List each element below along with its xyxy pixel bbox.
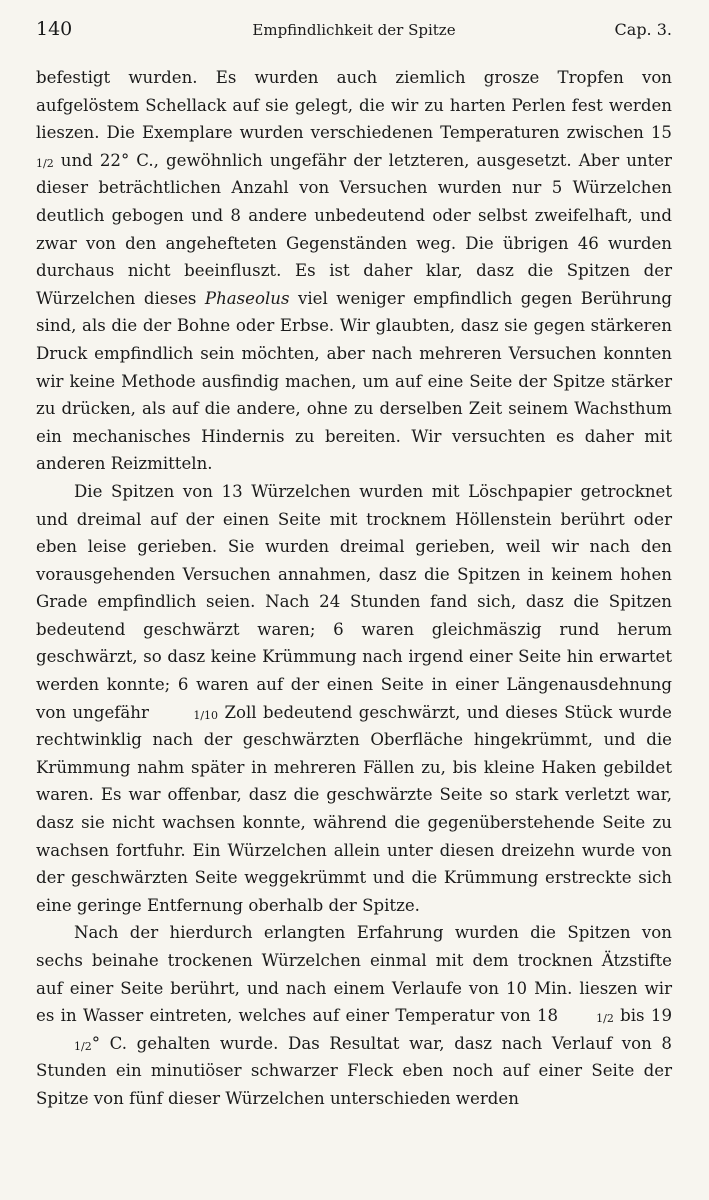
page-header xyxy=(36,18,672,48)
paragraph-3 xyxy=(36,919,672,1112)
fraction: 1/2 xyxy=(36,156,54,170)
paragraph-text: und 22° C., gewöhnlich ungefähr der letzteren, ausgesetzt. Aber unter dieser beträchtlichen Anzahl von Versuchen wurden nur 5 Würzelchen deutlich gebogen und 8 andere unbedeutend oder selbst zweifelhaft, und zwar von den angehefteten Gegenständen weg. Die übrigen 46 wurden durchaus nicht beeinfluszt. Es ist daher klar, dasz die Spitzen der Würzelchen dieses xyxy=(36,150,672,308)
paragraph-text: viel weniger empfindlich gegen Berührung sind, als die der Bohne oder Erbse. Wir glaubten, dasz sie gegen stärkeren Druck empfindlich sein möchten, aber nach mehreren Versuchen konnten wir keine Methode ausfindig machen, um auf eine Seite der Spitze stärker zu drücken, als auf die andere, ohne zu derselben Zeit seinem Wachsthum ein mechanisches Hindernis zu bereiten. Wir versuchten es daher mit anderen Reizmitteln. xyxy=(36,288,673,474)
chapter-label: Cap. 3. xyxy=(614,20,672,39)
paragraph-text: Nach der hierdurch erlangten Erfahrung wurden die Spitzen von sechs beinahe trockenen Würzelchen einmal mit dem trocknen Ätzstifte auf einer Seite berührt, und nach einem Verlaufe von 10 Min. lieszen wir es in Wasser eintreten, welches auf einer Temperatur von 18 xyxy=(36,923,672,1026)
paragraph-text: bis 19 xyxy=(613,1006,672,1026)
paragraph-text: ° C. gehalten wurde. Das Resultat war, dasz nach Verlauf von 8 Stunden ein minutiöser schwarzer Fleck eben noch auf einer Seite der Spitze von fünf dieser Würzelchen unterschieden werden xyxy=(36,1033,672,1108)
paragraph-1 xyxy=(36,64,672,478)
page-number: 140 xyxy=(36,18,73,40)
fraction: 1/2 xyxy=(74,1039,92,1053)
fraction: 1/10 xyxy=(193,708,219,722)
paragraph-text: Zoll bedeutend geschwärzt, und dieses Stück wurde rechtwinklig nach der geschwärzten Oberfläche hingekrümmt, und die Krümmung nahm später in mehreren Fällen zu, bis kleine Haken gebildet waren. Es war offenbar, dasz die geschwärzte Seite so stark verletzt war, dasz sie nicht wachsen konnte, während die gegenüberstehende Seite zu wachsen fortfuhr. Ein Würzelchen allein unter diesen dreizehn wurde von der geschwärzten Seite weggekrümmt und die Krümmung erstreckte sich eine geringe Entfernung oberhalb der Spitze. xyxy=(36,702,672,915)
running-title: Empfindlichkeit der Spitze xyxy=(252,21,456,39)
paragraph-text: befestigt wurden. Es wurden auch ziemlich grosze Tropfen von aufgelöstem Schellack auf sie gelegt, die wir zu harten Perlen fest werden lieszen. Die Exemplare wurden verschiedenen Temperaturen zwischen 15 xyxy=(36,68,672,143)
fraction: 1/2 xyxy=(596,1012,614,1026)
paragraph-2 xyxy=(36,478,672,920)
species-name: Phaseolus xyxy=(204,288,290,308)
body-text xyxy=(36,64,672,1113)
paragraph-text: Die Spitzen von 13 Würzelchen wurden mit Löschpapier getrocknet und dreimal auf der einen Seite mit trocknem Höllenstein berührt oder eben leise gerieben. Sie wurden dreimal gerieben, weil wir nach den vorausgehenden Versuchen annahmen, dasz die Spitzen in keinem hohen Grade empfindlich seien. Nach 24 Stunden fand sich, dasz die Spitzen bedeutend geschwärzt waren; 6 waren gleichmäszig rund herum geschwärzt, so dasz keine Krümmung nach irgend einer Seite hin erwartet werden konnte; 6 waren auf der einen Seite in einer Längenausdehnung von ungefähr xyxy=(36,481,672,722)
